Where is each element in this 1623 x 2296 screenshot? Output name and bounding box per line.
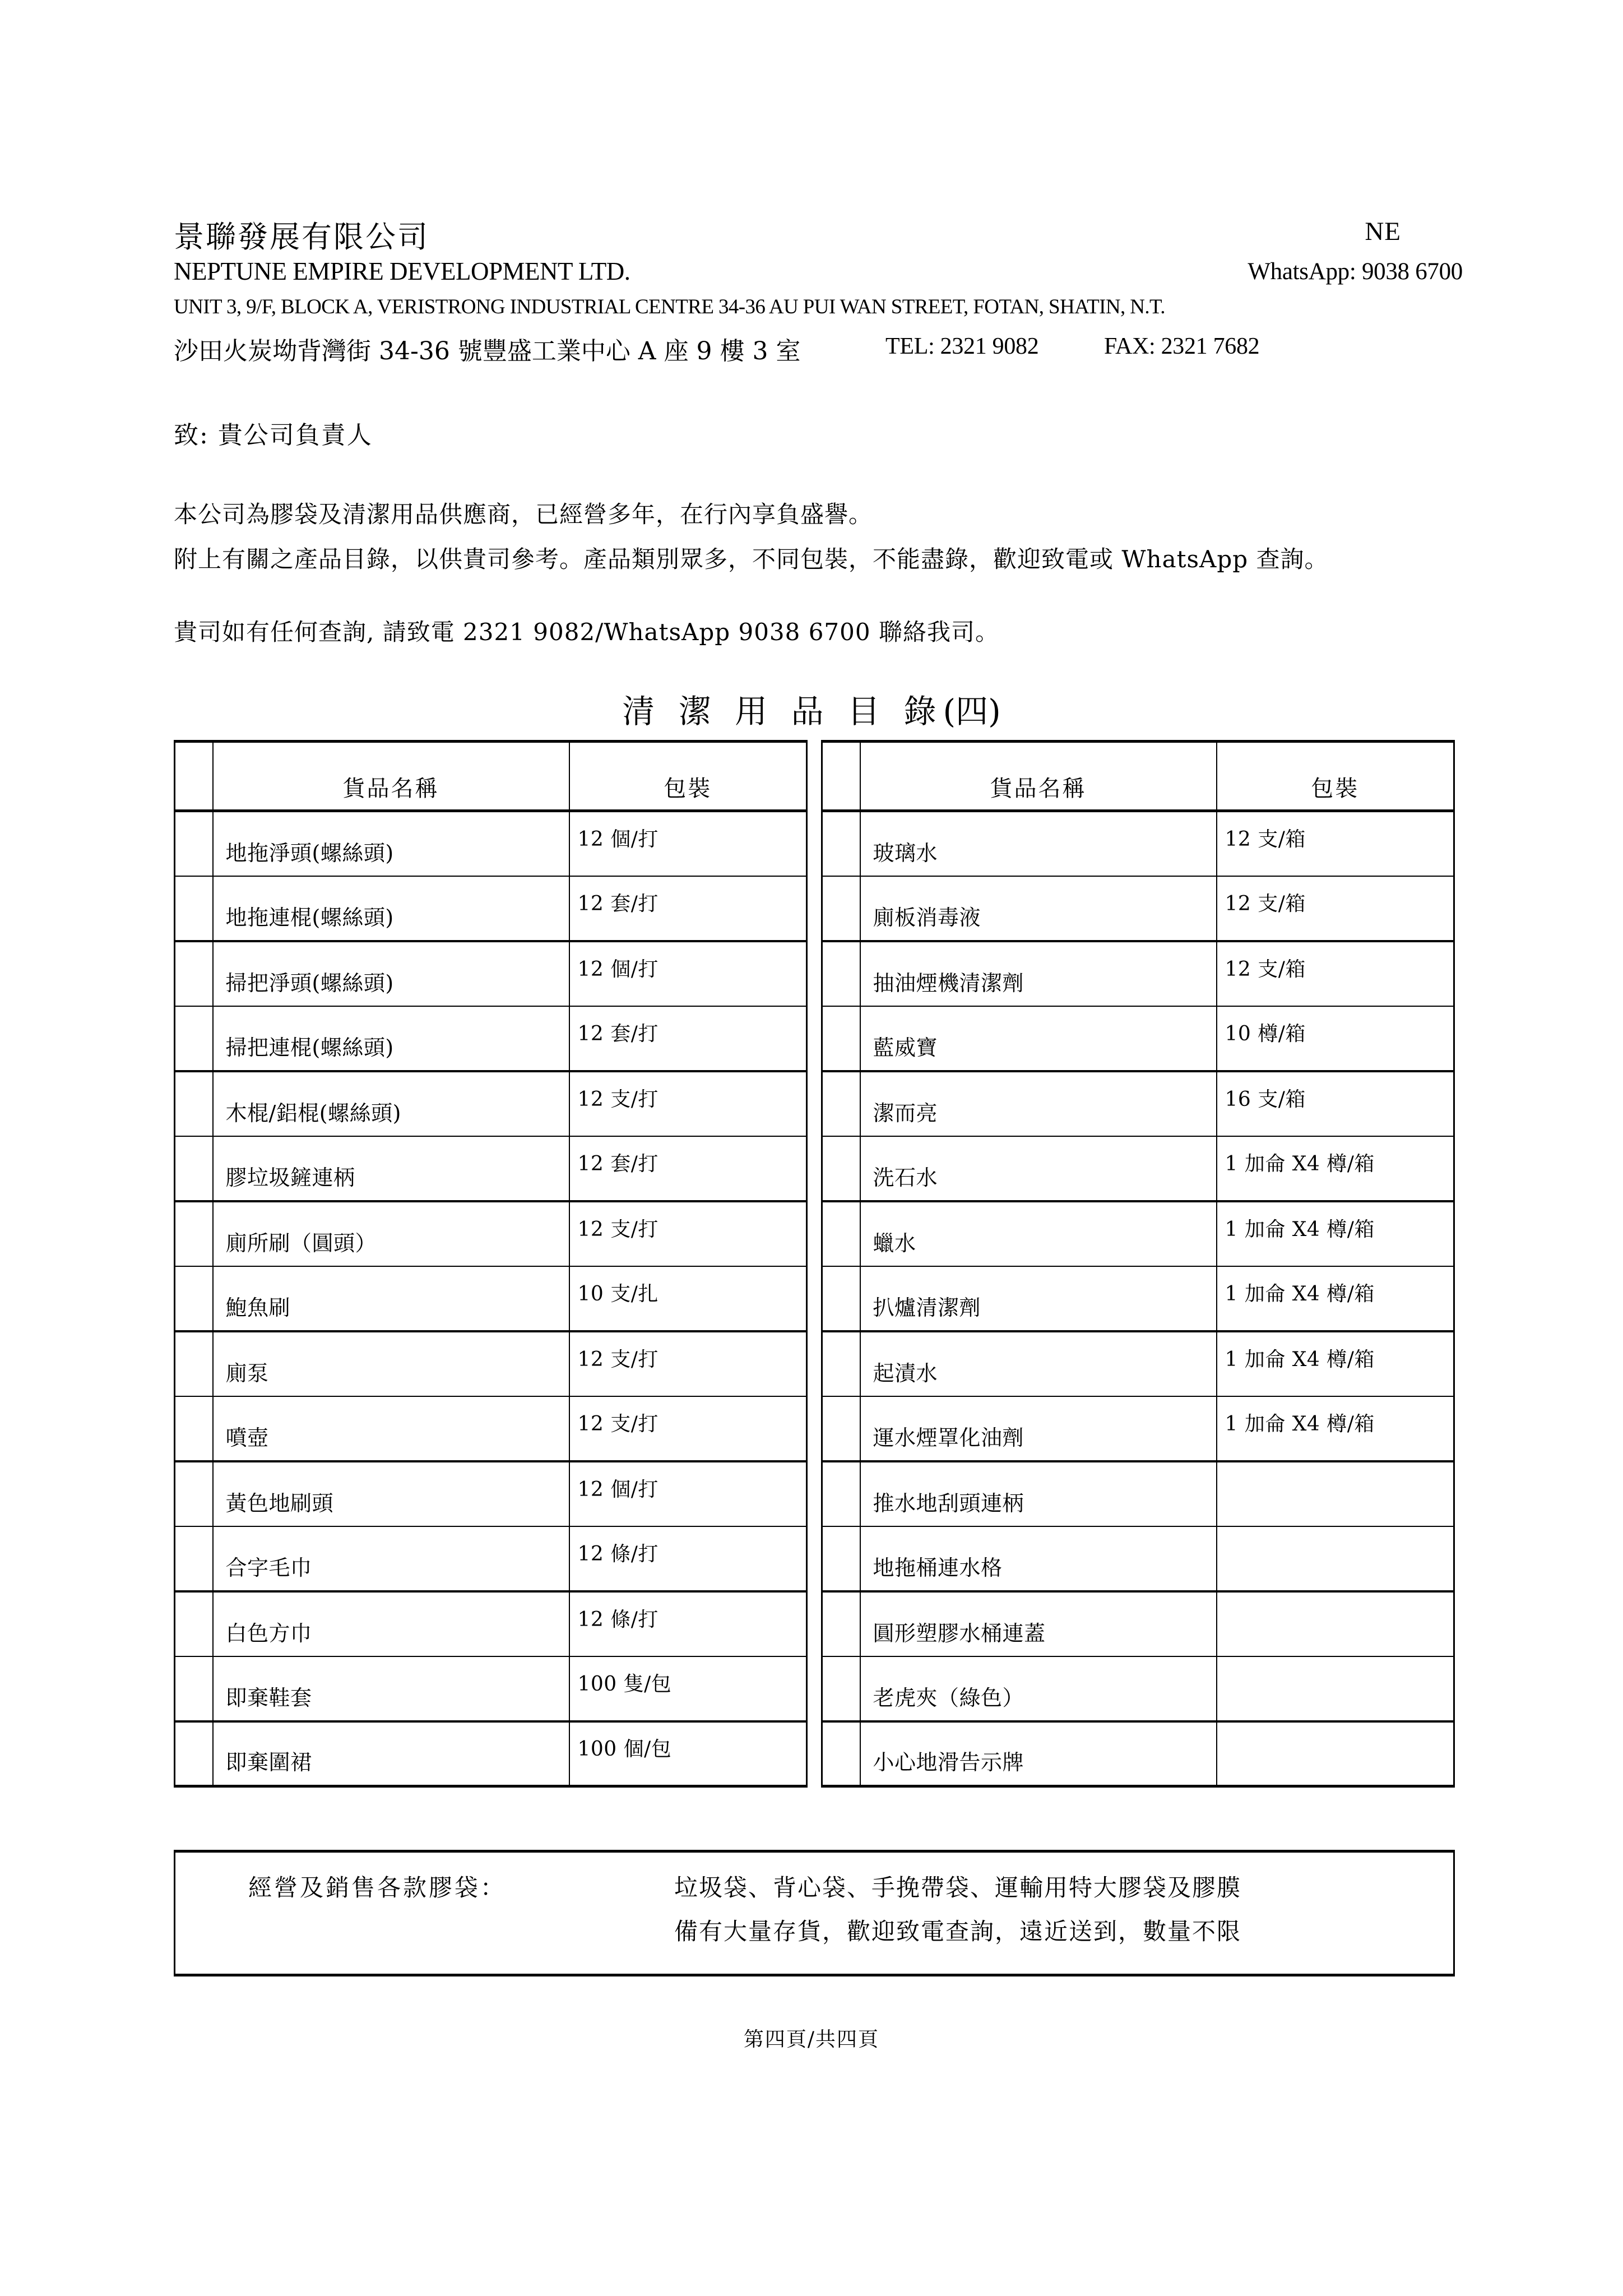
notice-lead-label: 經營及銷售各款膠袋：	[248, 1874, 507, 1901]
row-index-cell	[175, 876, 213, 941]
product-name-cell: 合字毛巾	[213, 1526, 569, 1591]
packaging-cell: 1 加侖 X4 樽/箱	[1217, 1201, 1454, 1266]
packaging-cell: 10 樽/箱	[1217, 1006, 1454, 1071]
packaging-cell: 12 支/箱	[1217, 811, 1454, 876]
row-index-cell	[822, 941, 860, 1006]
packaging-cell: 1 加侖 X4 樽/箱	[1217, 1331, 1454, 1396]
product-name-cell: 洗石水	[860, 1136, 1217, 1201]
catalogue-title-suffix: (四)	[943, 692, 1001, 730]
table-row	[822, 1006, 1454, 1071]
letterhead	[174, 213, 1463, 370]
packaging-cell: 12 個/打	[569, 941, 807, 1006]
table-row	[175, 1656, 807, 1721]
packaging-cell: 12 支/箱	[1217, 876, 1454, 941]
column-header-index-left	[175, 742, 213, 811]
packaging-cell: 12 條/打	[569, 1591, 807, 1656]
product-name-cell: 廁泵	[213, 1331, 569, 1396]
row-index-cell	[175, 1331, 213, 1396]
row-index-cell	[175, 811, 213, 876]
row-index-cell	[175, 1201, 213, 1266]
address-english: UNIT 3, 9/F, BLOCK A, VERISTRONG INDUSTRIAL CENTRE 34-36 AU PUI WAN STREET, FOTAN, SHATIN, N.T.	[174, 295, 1165, 318]
letterhead-row-company	[174, 213, 1463, 257]
packaging-cell	[1217, 1721, 1454, 1786]
table-row	[175, 941, 807, 1006]
product-name-cell: 掃把連棍(螺絲頭)	[213, 1006, 569, 1071]
table-row	[822, 941, 1454, 1006]
packaging-cell: 12 支/打	[569, 1201, 807, 1266]
packaging-cell: 12 支/打	[569, 1331, 807, 1396]
column-header-product-name-left: 貨品名稱	[213, 742, 569, 811]
product-name-cell: 白色方巾	[213, 1591, 569, 1656]
notice-products-list: 垃圾袋、背心袋、手挽帶袋、運輸用特大膠袋及膠膜	[674, 1874, 1242, 1901]
column-header-product-name-right: 貨品名稱	[860, 742, 1217, 811]
table-row	[175, 811, 807, 876]
packaging-cell: 12 個/打	[569, 1461, 807, 1526]
product-name-cell: 起漬水	[860, 1331, 1217, 1396]
table-row	[175, 1071, 807, 1136]
row-index-cell	[822, 1721, 860, 1786]
packaging-cell: 1 加侖 X4 樽/箱	[1217, 1266, 1454, 1331]
product-name-cell: 廁板消毒液	[860, 876, 1217, 941]
catalogue-table-right	[821, 740, 1455, 1788]
row-index-cell	[822, 1266, 860, 1331]
product-name-cell: 運水煙罩化油劑	[860, 1396, 1217, 1461]
packaging-cell: 16 支/箱	[1217, 1071, 1454, 1136]
row-index-cell	[822, 1136, 860, 1201]
row-index-cell	[822, 1006, 860, 1071]
table-row	[822, 876, 1454, 941]
packaging-cell: 12 套/打	[569, 1006, 807, 1071]
row-index-cell	[175, 1071, 213, 1136]
product-name-cell: 廁所刷（圓頭）	[213, 1201, 569, 1266]
table-row	[175, 1591, 807, 1656]
row-index-cell	[822, 1396, 860, 1461]
product-name-cell: 地拖淨頭(螺絲頭)	[213, 811, 569, 876]
row-index-cell	[175, 1006, 213, 1071]
product-name-cell: 木棍/鋁棍(螺絲頭)	[213, 1071, 569, 1136]
product-name-cell: 玻璃水	[860, 811, 1217, 876]
row-index-cell	[822, 1656, 860, 1721]
packaging-cell: 1 加侖 X4 樽/箱	[1217, 1136, 1454, 1201]
row-index-cell	[175, 1656, 213, 1721]
product-name-cell: 蠟水	[860, 1201, 1217, 1266]
row-index-cell	[175, 1721, 213, 1786]
row-index-cell	[822, 876, 860, 941]
table-row	[822, 1201, 1454, 1266]
table-row	[822, 1721, 1454, 1786]
packaging-cell: 10 支/扎	[569, 1266, 807, 1331]
packaging-cell: 12 套/打	[569, 876, 807, 941]
address-chinese: 沙田火炭坳背灣街 34-36 號豐盛工業中心 A 座 9 樓 3 室	[174, 337, 801, 365]
product-name-cell: 黃色地刷頭	[213, 1461, 569, 1526]
product-name-cell: 鮑魚刷	[213, 1266, 569, 1331]
product-name-cell: 膠垃圾鏟連柄	[213, 1136, 569, 1201]
catalogue-title-main: 清 潔 用 品 目 錄	[622, 692, 943, 730]
product-name-cell: 扒爐清潔劑	[860, 1266, 1217, 1331]
table-row	[822, 1591, 1454, 1656]
intro-paragraph-2: 附上有關之產品目錄，以供貴司參考。產品類別眾多，不同包裝，不能盡錄，歡迎致電或 WhatsApp 查詢。	[174, 545, 1329, 573]
row-index-cell	[822, 1526, 860, 1591]
table-row	[175, 1526, 807, 1591]
row-index-cell	[822, 1201, 860, 1266]
table-row	[175, 1136, 807, 1201]
product-name-cell: 即棄圍裙	[213, 1721, 569, 1786]
notice-line-2	[175, 1911, 1453, 1955]
product-name-cell: 噴壺	[213, 1396, 569, 1461]
table-row	[822, 1461, 1454, 1526]
row-index-cell	[175, 1591, 213, 1656]
packaging-cell: 12 支/打	[569, 1071, 807, 1136]
whatsapp-number: WhatsApp: 9038 6700	[1248, 258, 1463, 285]
product-name-cell: 藍威寶	[860, 1006, 1217, 1071]
ne-logo-mark: NE	[1365, 217, 1401, 246]
salutation: 致: 貴公司負責人	[174, 421, 373, 450]
row-index-cell	[175, 941, 213, 1006]
company-name-chinese: 景聯發展有限公司	[174, 219, 429, 254]
page-number-footer: 第四頁/共四頁	[743, 2028, 880, 2051]
table-row	[822, 1526, 1454, 1591]
product-name-cell: 抽油煙機清潔劑	[860, 941, 1217, 1006]
row-index-cell	[175, 1461, 213, 1526]
product-name-cell: 推水地刮頭連柄	[860, 1461, 1217, 1526]
packaging-cell	[1217, 1591, 1454, 1656]
row-index-cell	[175, 1526, 213, 1591]
table-row	[175, 1721, 807, 1786]
product-name-cell: 圓形塑膠水桶連蓋	[860, 1591, 1217, 1656]
product-name-cell: 即棄鞋套	[213, 1656, 569, 1721]
packaging-cell: 12 套/打	[569, 1136, 807, 1201]
row-index-cell	[175, 1136, 213, 1201]
table-row	[175, 1331, 807, 1396]
packaging-cell: 100 隻/包	[569, 1656, 807, 1721]
packaging-cell: 12 支/打	[569, 1396, 807, 1461]
table-row	[822, 1656, 1454, 1721]
product-name-cell: 老虎夾（綠色）	[860, 1656, 1217, 1721]
table-row	[822, 1136, 1454, 1201]
notice-line-1	[175, 1867, 1453, 1911]
row-index-cell	[822, 1331, 860, 1396]
packaging-cell: 12 支/箱	[1217, 941, 1454, 1006]
row-index-cell	[175, 1266, 213, 1331]
notice-stock-message: 備有大量存貨，歡迎致電查詢，遠近送到，數量不限	[674, 1918, 1242, 1945]
column-header-index-right	[822, 742, 860, 811]
packaging-cell: 1 加侖 X4 樽/箱	[1217, 1396, 1454, 1461]
product-name-cell: 地拖桶連水格	[860, 1526, 1217, 1591]
letterhead-row-company-en	[174, 257, 1463, 295]
catalogue-tables	[174, 740, 1455, 1788]
product-name-cell: 小心地滑告示牌	[860, 1721, 1217, 1786]
company-name-english: NEPTUNE EMPIRE DEVELOPMENT LTD.	[174, 257, 630, 285]
table-row	[175, 1461, 807, 1526]
table-row	[175, 1006, 807, 1071]
packaging-cell	[1217, 1461, 1454, 1526]
table-row	[822, 1266, 1454, 1331]
table-row	[822, 1396, 1454, 1461]
table-row	[822, 1331, 1454, 1396]
table-row	[822, 811, 1454, 876]
catalogue-title	[0, 685, 1623, 732]
row-index-cell	[822, 811, 860, 876]
intro-paragraph-1: 本公司為膠袋及清潔用品供應商，已經營多年，在行內享負盛譽。	[174, 501, 873, 528]
packaging-cell: 100 個/包	[569, 1721, 807, 1786]
table-row	[175, 876, 807, 941]
letterhead-row-address-cn	[174, 331, 1463, 370]
table-header-row	[822, 742, 1454, 811]
row-index-cell	[175, 1396, 213, 1461]
column-header-packaging-left: 包裝	[569, 742, 807, 811]
product-name-cell: 地拖連棍(螺絲頭)	[213, 876, 569, 941]
table-row	[175, 1266, 807, 1331]
table-header-row	[175, 742, 807, 811]
contact-paragraph: 貴司如有任何查詢, 請致電 2321 9082/WhatsApp 9038 6700 聯絡我司。	[174, 618, 999, 646]
packaging-cell: 12 條/打	[569, 1526, 807, 1591]
table-row	[822, 1071, 1454, 1136]
table-row	[175, 1396, 807, 1461]
table-row	[175, 1201, 807, 1266]
row-index-cell	[822, 1591, 860, 1656]
row-index-cell	[822, 1461, 860, 1526]
column-header-packaging-right: 包裝	[1217, 742, 1454, 811]
packaging-cell	[1217, 1656, 1454, 1721]
catalogue-table-left	[174, 740, 808, 1788]
telephone-number: TEL: 2321 9082	[885, 334, 1039, 359]
packaging-cell: 12 個/打	[569, 811, 807, 876]
plastic-bag-notice-box	[174, 1850, 1455, 1976]
packaging-cell	[1217, 1526, 1454, 1591]
row-index-cell	[822, 1071, 860, 1136]
product-name-cell: 掃把淨頭(螺絲頭)	[213, 941, 569, 1006]
letterhead-row-address-en	[174, 295, 1463, 331]
product-name-cell: 潔而亮	[860, 1071, 1217, 1136]
fax-number: FAX: 2321 7682	[1104, 334, 1260, 359]
